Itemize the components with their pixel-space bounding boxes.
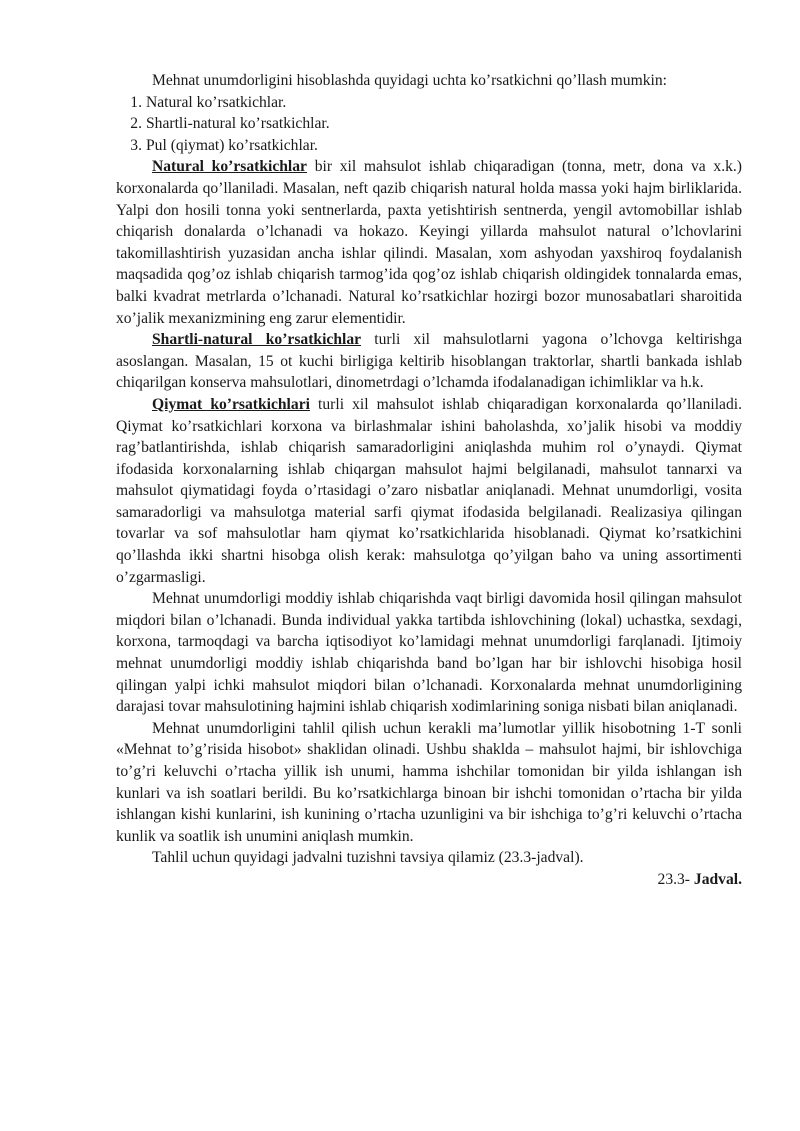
shartli-text: turli xil mahsulotlarni yagona o’lchovga keltirishga asoslangan. Masalan, 15 ot kuchi birligiga keltirib hisoblangan traktorlar, shartli bankada ishlab chiqarilgan konserva mahsulotlari, dinometrdagi o’lchamda ifodalanadigan ichimliklar va h.k. (116, 331, 742, 392)
shartli-paragraph (116, 329, 742, 394)
list-text: Pul (qiymat) ko’rsatkichlar. (146, 136, 318, 154)
list-text: Natural ko’rsatkichlar. (146, 93, 287, 111)
list-number: 1. (130, 93, 142, 111)
qiymat-term: Qiymat ko’rsatkichlari (152, 395, 310, 413)
table-caption (116, 869, 742, 891)
document-page (116, 70, 742, 891)
shartli-term: Shartli-natural ko’rsatkichlar (152, 331, 362, 349)
list-number: 2. (130, 115, 142, 133)
list-item (116, 135, 742, 157)
list-number: 3. (130, 136, 142, 154)
caption-number: 23.3- (657, 870, 694, 888)
qiymat-text: turli xil mahsulot ishlab chiqaradigan korxonalarda qo’llaniladi. Qiymat ko’rsatkichlari korxona va birlashmalar ishini baholashda, xo’jalik hisobi va moddiy rag’batlantirishda, ishlab chiqarish samaradorligini aniqlashda muhim rol o’ynaydi. Qiymat ifodasida korxonalarning ishlab chiqargan mahsulot hajmi belgilanadi, mahsulot tannarxi va mahsulot qiymatidagi foyda o’rtasidagi o’zaro nisbatlar aniqlanadi. Mehnat unumdorligi, vosita samaradorligi va mahsulotga material sarfi qiymat ifodasida belgilanadi. Realizasiya qilingan tovarlar va sof mahsulotlar ham qiymat ko’rsatkichlarida hisoblanadi. Qiymat ko’rsatkichini qo’llashda ikki shartni hisobga olish kerak: mahsulotga qo’yilgan baho va uning assortimenti o’zgarmasligi. (116, 395, 742, 586)
natural-term: Natural ko’rsatkichlar (152, 158, 307, 176)
caption-label: Jadval. (693, 870, 742, 888)
tahlil-paragraph: Tahlil uchun quyidagi jadvalni tuzishni tavsiya qilamiz (23.3-jadval). (152, 849, 584, 867)
list-item (116, 113, 742, 135)
mehnat-paragraph-2: Mehnat unumdorligini tahlil qilish uchun kerakli ma’lumotlar yillik hisobotning 1-T sonli «Mehnat to’g’risida hisobot» shaklidan olinadi. Ushbu shaklda – mahsulot hajmi, bir ishlovchiga to’g’ri keluvchi o’rtacha yillik ish unumi, hamma ishchilar tomonidan bir yilda ishlangan ish kunlari va ish soatlari berildi. Bu ko’rsatkichlarga binoan bir ishchi tomonidan o’rtacha bir yilda ishlangan kishi kunlarini, ish kunining o’rtacha uzunligini va bir ishchiga to’g’ri keluvchi o’rtacha kunlik va soatlik ish unumini aniqlash mumkin. (116, 719, 742, 845)
list-text: Shartli-natural ko’rsatkichlar. (146, 115, 330, 133)
list-item (116, 92, 742, 114)
indicator-list (116, 92, 742, 157)
natural-paragraph (116, 156, 742, 329)
qiymat-paragraph (116, 394, 742, 588)
intro-paragraph: Mehnat unumdorligini hisoblashda quyidagi uchta ko’rsatkichni qo’llash mumkin: (152, 72, 667, 89)
natural-text: bir xil mahsulot ishlab chiqaradigan (tonna, metr, dona va x.k.) korxonalarda qo’llaniladi. Masalan, neft qazib chiqarish natural holda massa yoki hajm birliklarida. Yalpi don hosili tonna yoki sentnerlarda, paxta yetishtirish sentnerda, yengil avtomobillar ishlab chiqarish donalarda o’lchanadi va hokazo. Keyingi yillarda mahsulot natural o’lchovlarini takomillashtirish yuzasidan ancha ishlar qilindi. Masalan, xom ashyodan yaxshiroq foydalanish maqsadida qog’oz ishlab chiqarish tarmog’ida qog’oz ishlab chiqarish oldingidek tonnalarda emas, balki kvadrat metrlarda o’lchanadi. Natural ko’rsatkichlar hozirgi bozor munosabatlari sharoitida xo’jalik mexanizmining eng zarur elementidir. (116, 158, 742, 327)
mehnat-paragraph-1: Mehnat unumdorligi moddiy ishlab chiqarishda vaqt birligi davomida hosil qilingan mahsulot miqdori bilan o’lchanadi. Bunda individual yakka tartibda ishlovchining (lokal) uchastka, sexdagi, korxona, tarmoqdagi va barcha iqtisodiyot ko’lamidagi mehnat unumdorligi farqlanadi. Ijtimoiy mehnat unumdorligi moddiy ishlab chiqarishda band bo’lgan har bir ishlovchi hisobiga hosil qilingan yalpi ichki mahsulot miqdori bilan o’lchanadi. Korxonalarda mehnat unumdorligining darajasi tovar mahsulotining hajmini ishlab chiqarish xodimlarining soniga nisbati bilan aniqlanadi. (116, 590, 742, 716)
